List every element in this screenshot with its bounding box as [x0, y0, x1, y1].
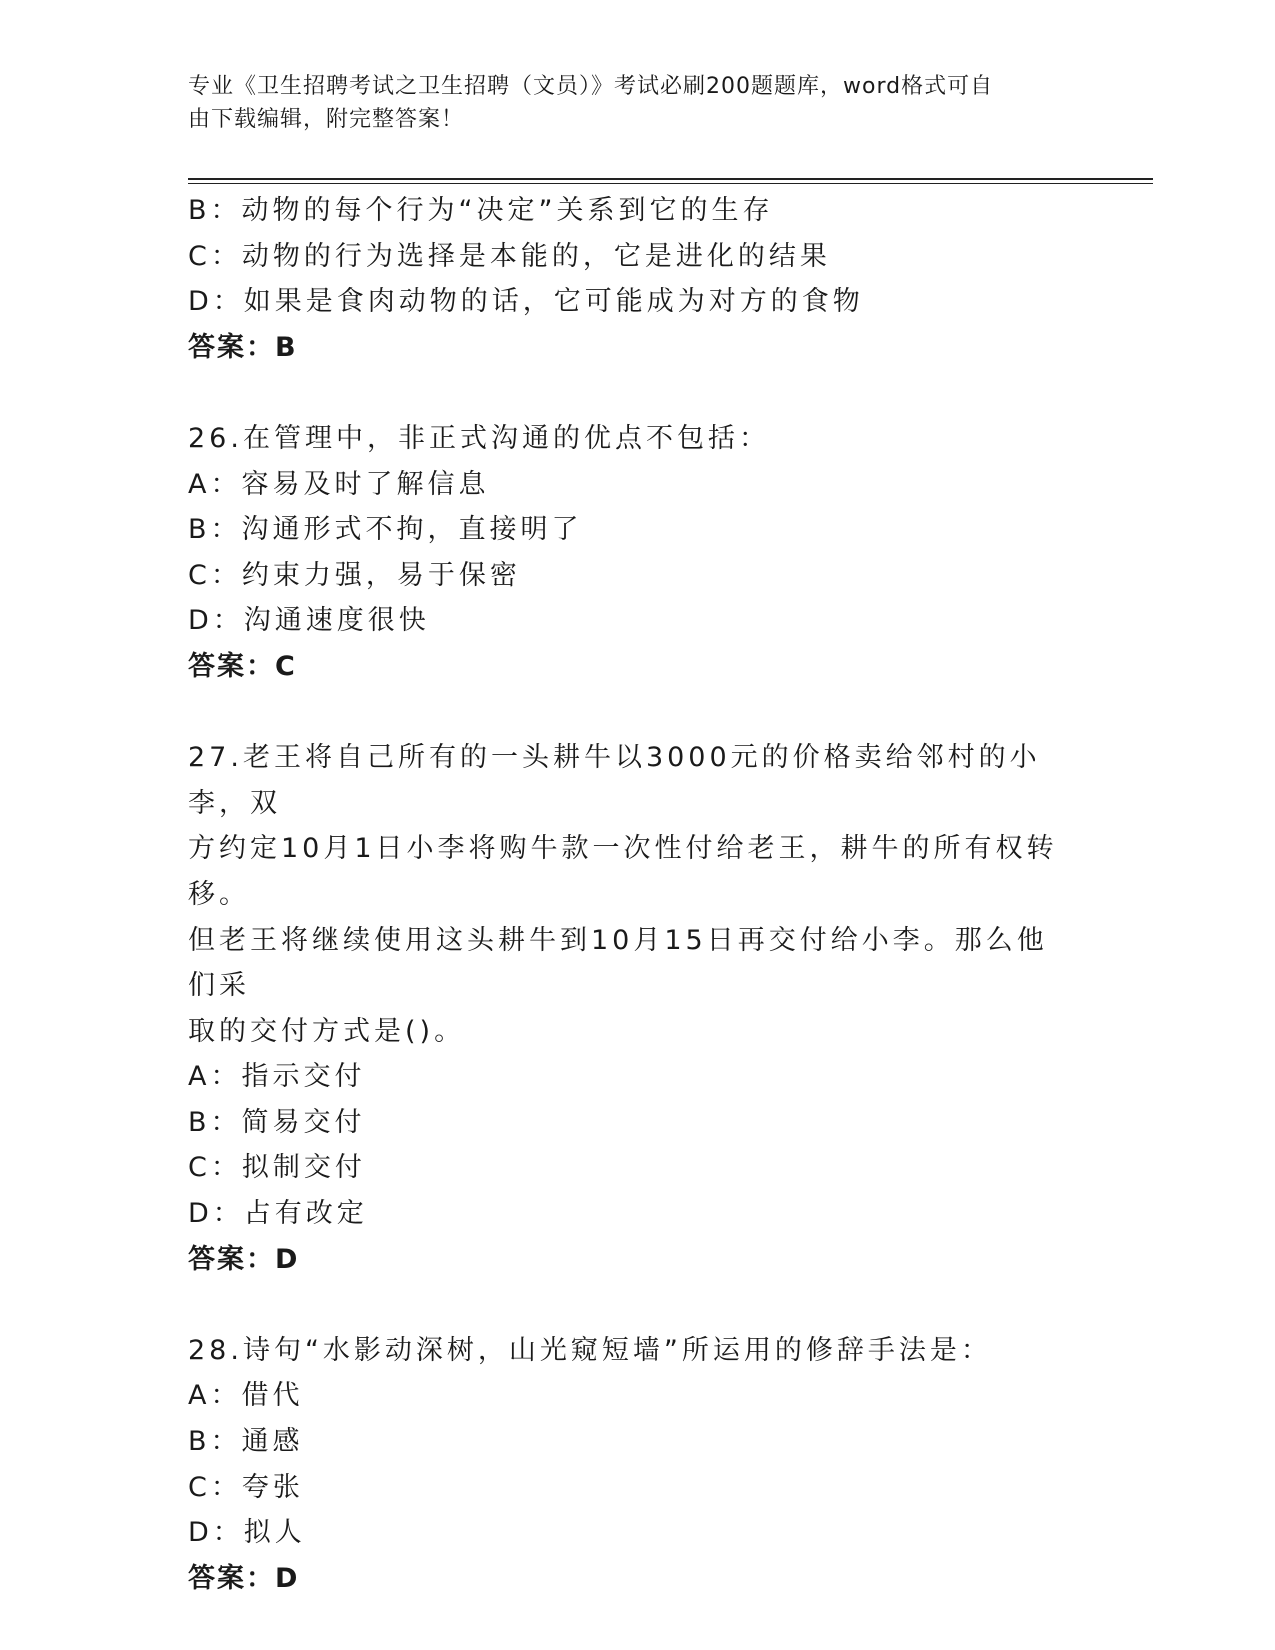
option-a: A：借代 — [188, 1380, 304, 1412]
question-stem: 26.在管理中，非正式沟通的优点不包括： — [188, 422, 770, 454]
question-content — [188, 188, 1068, 1601]
prev-question-block — [188, 188, 1068, 370]
answer-line: 答案：D — [188, 1562, 300, 1594]
option-c: C：夸张 — [188, 1471, 304, 1503]
question-stem: 28.诗句“水影动深树，山光窥短墙”所运用的修辞手法是： — [188, 1334, 992, 1366]
option-d: D：沟通速度很快 — [188, 605, 430, 637]
option-b: B：动物的每个行为“决定”关系到它的生存 — [188, 195, 774, 226]
question-stem-line-2: 方约定10月1日小李将购牛款一次性付给老王，耕牛的所有权转移。 — [188, 833, 1058, 910]
option-a: A：指示交付 — [188, 1061, 366, 1093]
option-a: A：容易及时了解信息 — [188, 468, 490, 500]
question-stem-line-1: 27.老王将自己所有的一头耕牛以3000元的价格卖给邻村的小李，双 — [188, 742, 1041, 819]
question-26 — [188, 416, 1068, 690]
question-28 — [188, 1328, 1068, 1602]
option-b: B：通感 — [188, 1426, 304, 1458]
option-c: C：拟制交付 — [188, 1152, 366, 1184]
question-stem-line-3: 但老王将继续使用这头耕牛到10月15日再交付给小李。那么他们采 — [188, 924, 1048, 1002]
option-b: B：沟通形式不拘，直接明了 — [188, 514, 583, 546]
question-27 — [188, 735, 1068, 1282]
answer-line: 答案：C — [188, 650, 297, 682]
option-d: D：如果是食肉动物的话，它可能成为对方的食物 — [188, 286, 864, 318]
option-d: D：占有改定 — [188, 1198, 368, 1230]
option-b: B：简易交付 — [188, 1106, 366, 1138]
answer-line: 答案：B — [188, 331, 298, 363]
document-header — [188, 70, 1068, 136]
header-divider-thin — [188, 183, 1153, 184]
header-title-line-2: 由下载编辑，附完整答案！ — [188, 107, 465, 132]
question-stem-line-4: 取的交付方式是()。 — [188, 1015, 466, 1047]
header-title-line-1: 专业《卫生招聘考试之卫生招聘（文员）》考试必刷200题题库，word格式可自 — [188, 74, 994, 99]
option-c: C：约束力强，易于保密 — [188, 559, 521, 591]
header-divider-thick — [188, 178, 1153, 180]
answer-line: 答案：D — [188, 1243, 300, 1275]
option-d: D：拟人 — [188, 1517, 306, 1549]
option-c: C：动物的行为选择是本能的，它是进化的结果 — [188, 240, 831, 272]
